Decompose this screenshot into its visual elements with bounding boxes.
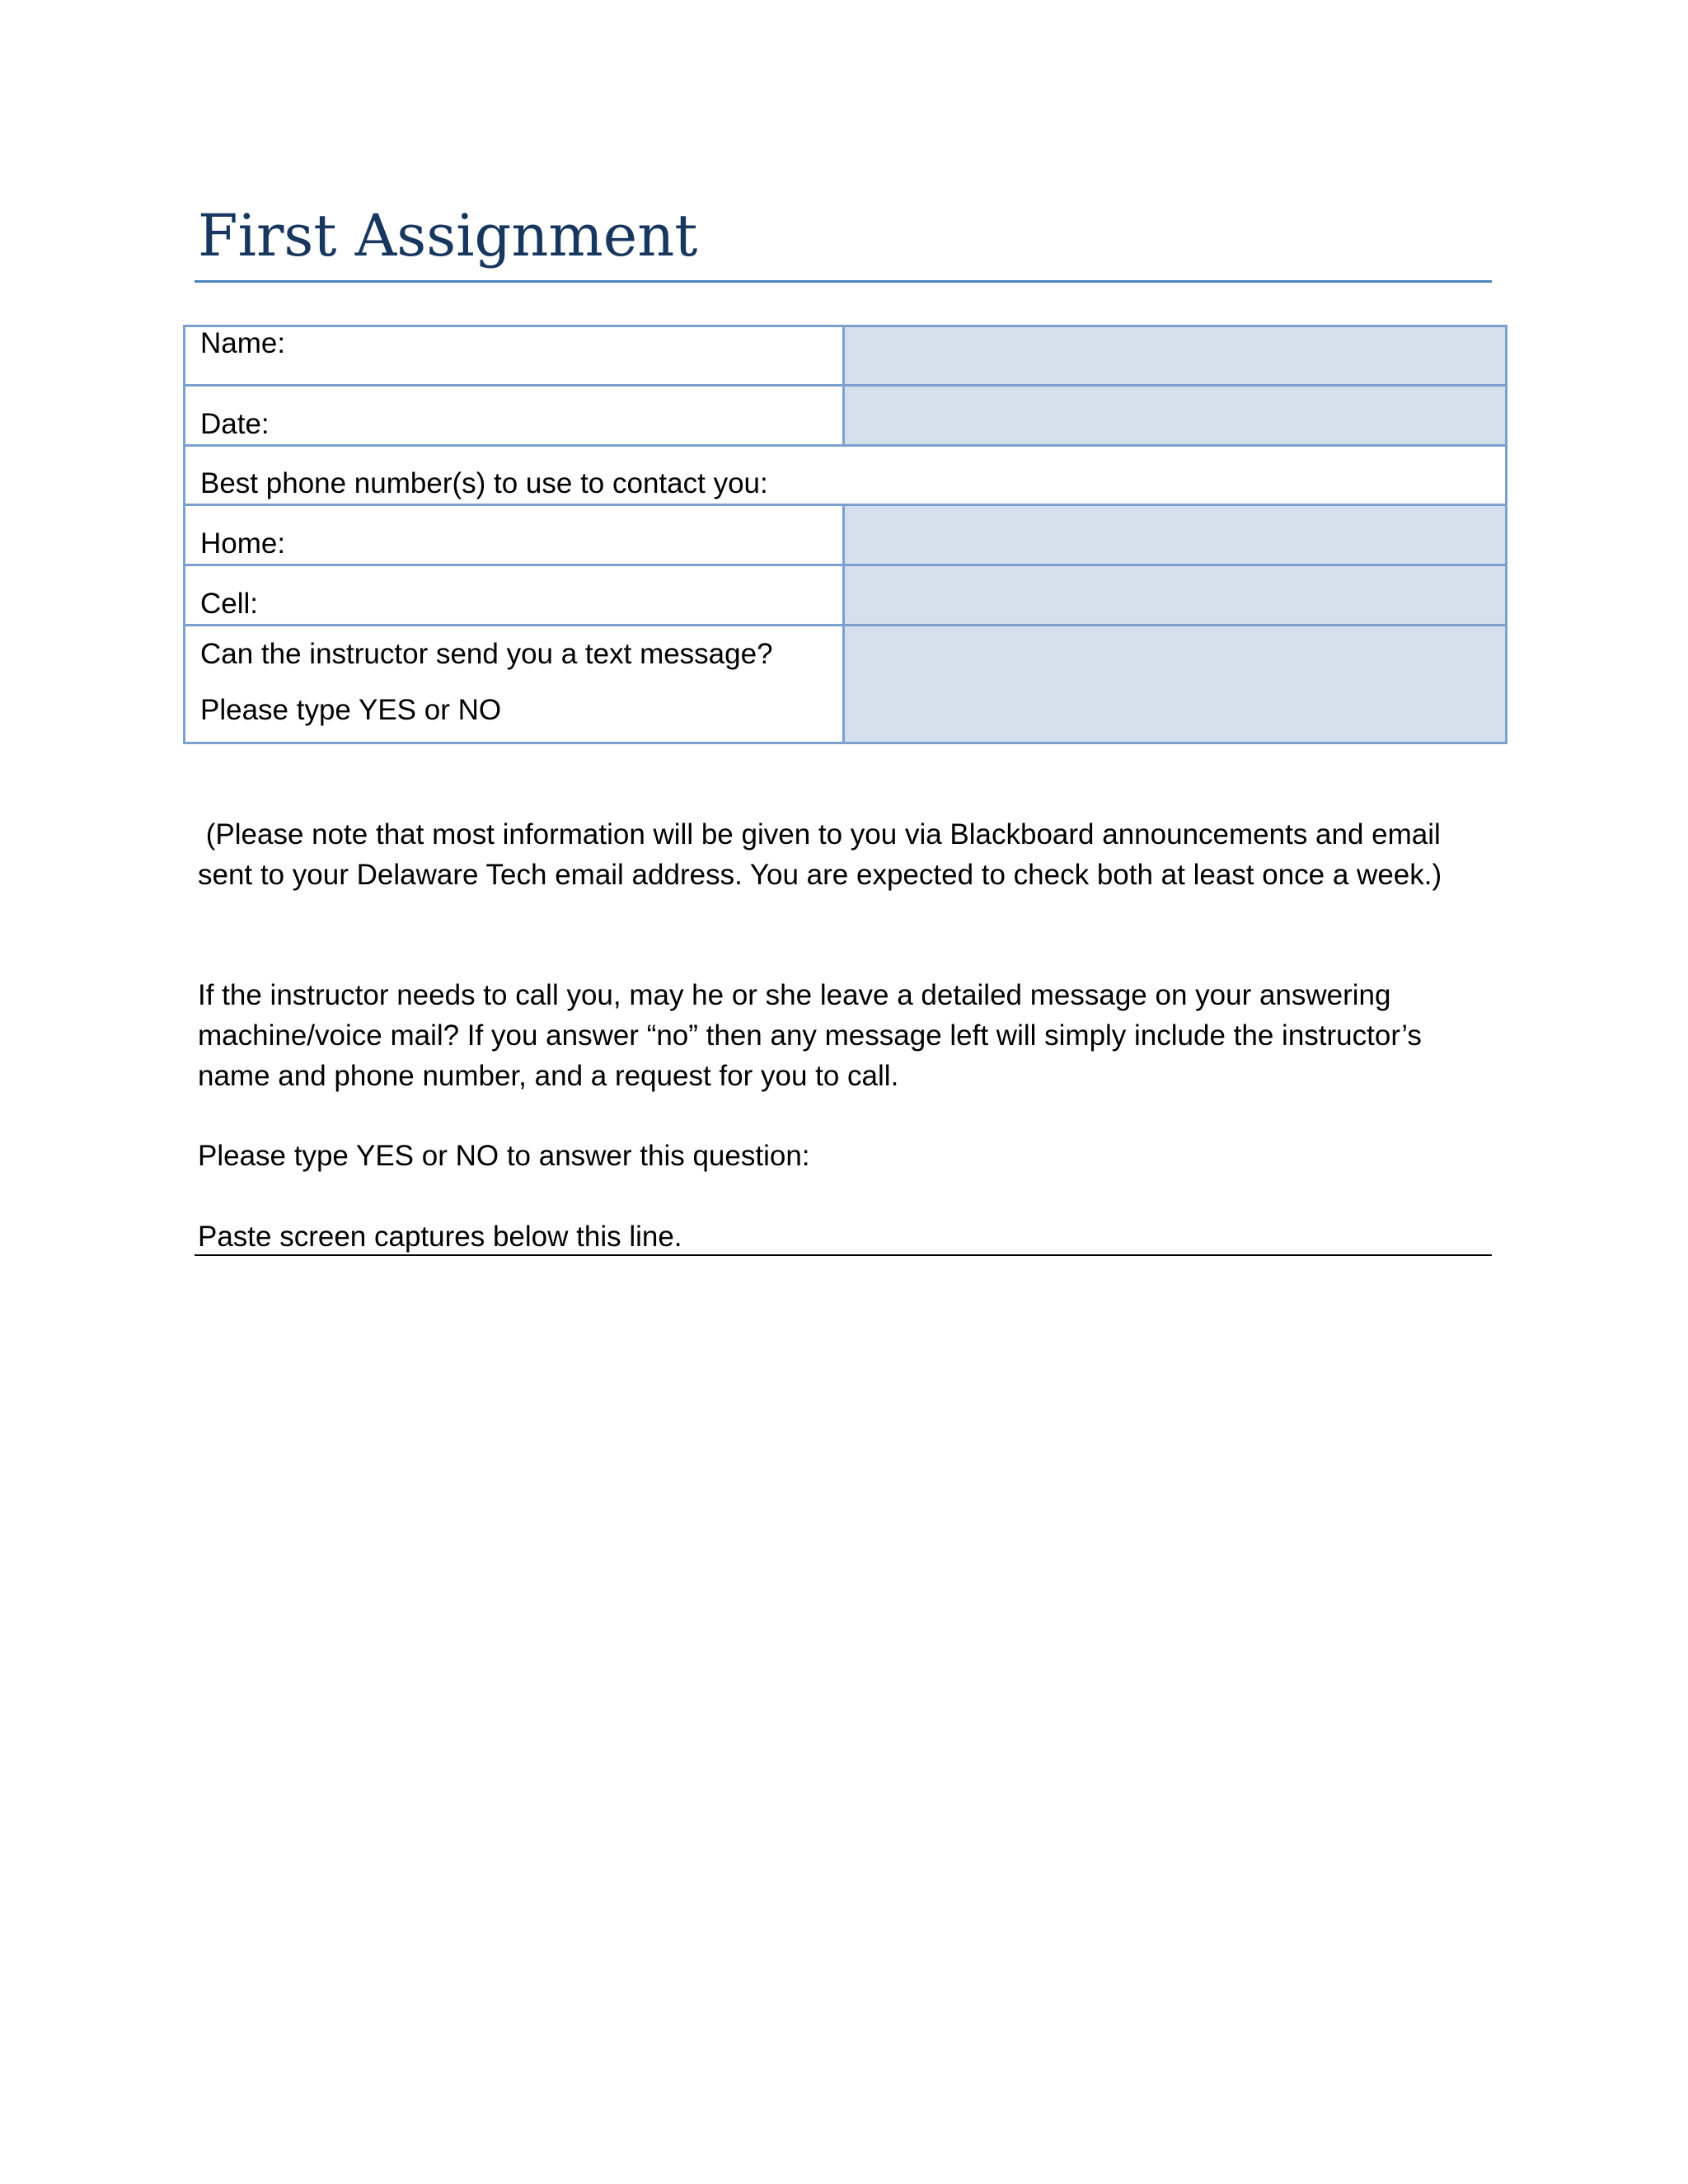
title-divider xyxy=(195,280,1492,283)
paste-instruction: Paste screen captures below this line. xyxy=(198,1221,682,1253)
communication-note: (Please note that most information will be given to you via Blackboard announcements and email sent to your Delaware Tech email address. You are expected to check both at least once a week.) xyxy=(198,818,1449,891)
form-row-phone-heading xyxy=(185,446,1507,505)
contact-info-form xyxy=(183,325,1507,744)
page-title: First Assignment xyxy=(198,202,698,269)
phone-heading-label: Best phone number(s) to use to contact you: xyxy=(185,446,1507,505)
text-permission-field[interactable] xyxy=(844,626,1507,743)
name-label: Name: xyxy=(185,326,844,386)
form-row-text-permission xyxy=(185,626,1507,743)
voicemail-question: If the instructor needs to call you, may he or she leave a detailed message on your answering machine/voice mail? If you answer “no” then any message left will simply include the instructor’s name and phone number, and a request for you to call. xyxy=(198,979,1422,1092)
cell-phone-label: Cell: xyxy=(185,565,844,626)
home-phone-field[interactable] xyxy=(844,505,1507,565)
date-field[interactable] xyxy=(844,386,1507,446)
text-permission-label xyxy=(185,626,844,743)
date-label: Date: xyxy=(185,386,844,446)
name-field[interactable] xyxy=(844,326,1507,386)
form-row-home xyxy=(185,505,1507,565)
home-phone-label: Home: xyxy=(185,505,844,565)
text-permission-question: Can the instructor send you a text message? xyxy=(200,638,773,670)
form-row-name xyxy=(185,326,1507,386)
paste-divider-line xyxy=(195,1254,1492,1256)
answer-prompt: Please type YES or NO to answer this question: xyxy=(198,1140,810,1172)
form-row-date xyxy=(185,386,1507,446)
text-permission-instruction: Please type YES or NO xyxy=(200,694,502,726)
form-row-cell xyxy=(185,565,1507,626)
cell-phone-field[interactable] xyxy=(844,565,1507,626)
